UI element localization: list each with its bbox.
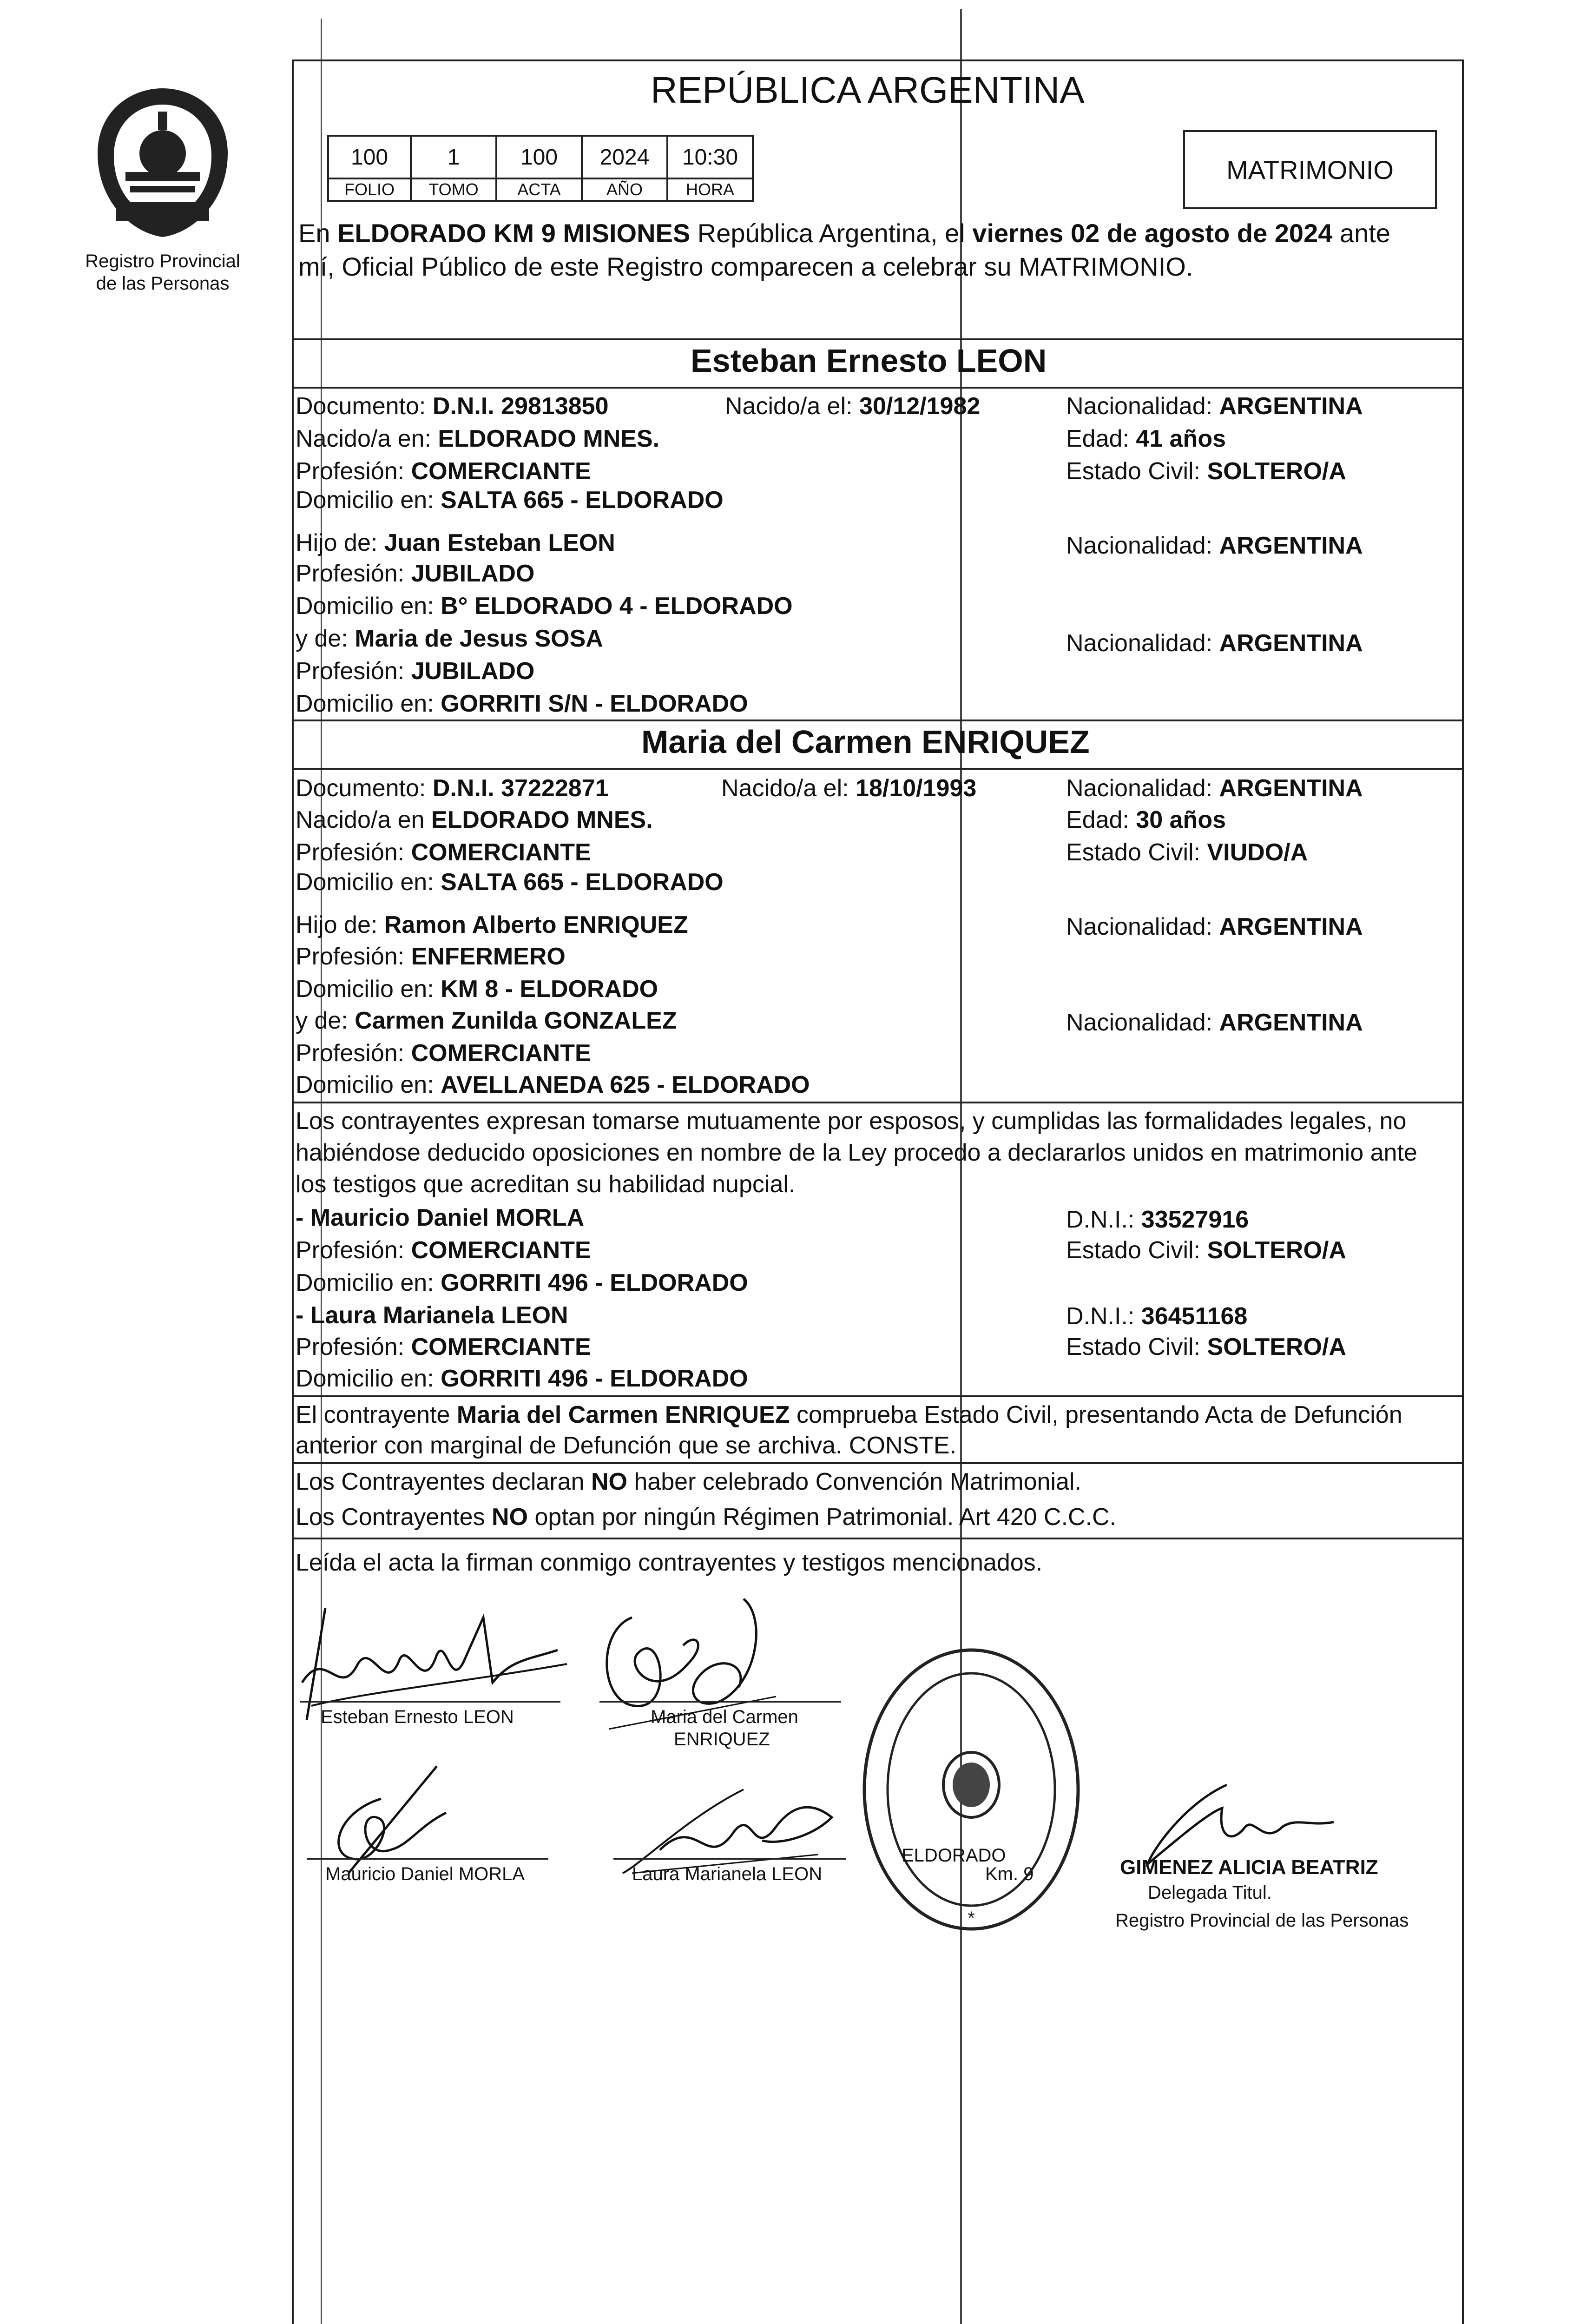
witness2-prof: Profesión: COMERCIANTE [296,1334,591,1360]
signature-line-2 [599,1701,841,1703]
closing-text: Leída el acta la firman conmigo contrayentes y testigos mencionados. [296,1549,1043,1576]
record-hora-value: 10:30 [666,135,754,179]
witness1-addr: Domicilio en: GORRITI 496 - ELDORADO [296,1269,748,1296]
spouse1-mother: y de: Maria de Jesus SOSA [296,625,603,652]
declaration-line1: Los contrayentes expresan tomarse mutuamente por esposos, y cumplidas las formalidades legales, no [296,1108,1407,1135]
witness2-dni: D.N.I.: 36451168 [1066,1303,1248,1330]
spouse1-mother-prof: Profesión: JUBILADO [296,658,535,685]
spouse2-father-prof: Profesión: ENFERMERO [296,943,566,970]
signature-label-1: Esteban Ernesto LEON [321,1707,514,1727]
spouse1-age: Edad: 41 años [1066,425,1226,452]
civil-status-note-line1: El contrayente Maria del Carmen ENRIQUEZ comprueba Estado Civil, presentando Acta de Defunción [296,1401,1402,1428]
spouse2-mother-nat: Nacionalidad: ARGENTINA [1066,1009,1363,1036]
spouse1-mother-nat: Nacionalidad: ARGENTINA [1066,630,1363,657]
spouse2-mother-addr: Domicilio en: AVELLANEDA 625 - ELDORADO [296,1071,810,1098]
signature-label-2a: Maria del Carmen [651,1707,798,1727]
signature-line-4 [613,1858,846,1860]
divider-notes [292,1395,1464,1397]
svg-text:*: * [968,1908,975,1928]
witness1-prof: Profesión: COMERCIANTE [296,1237,591,1264]
record-acta-value: 100 [495,135,583,179]
stamp-km: Km. 9 [985,1864,1034,1884]
witness1-name: - Mauricio Daniel MORLA [296,1204,585,1231]
witness2-name: - Laura Marianela LEON [296,1302,568,1329]
divider-spouse2-bottom [292,768,1464,770]
spouse1-birthplace: Nacido/a en: ELDORADO MNES. [296,425,660,452]
spouse1-nat: Nacionalidad: ARGENTINA [1066,393,1363,420]
signature-label-4: Laura Marianela LEON [632,1864,823,1884]
spouse2-father: Hijo de: Ramon Alberto ENRIQUEZ [296,911,688,938]
signature-line-1 [300,1701,560,1703]
spouse2-father-addr: Domicilio en: KM 8 - ELDORADO [296,976,658,1003]
spouse2-age: Edad: 30 años [1066,806,1226,833]
record-folio-label: FOLIO [327,178,412,202]
divider-spouse1-bottom [292,387,1464,389]
witness1-dni: D.N.I.: 33527916 [1066,1206,1249,1233]
spouse2-doc: Documento: D.N.I. 37222871 [296,775,609,802]
intro-line2: mí, Oficial Público de este Registro comparecen a celebrar su MATRIMONIO. [298,252,1193,281]
record-ano-value: 2024 [581,135,668,179]
spouse1-mother-addr: Domicilio en: GORRITI S/N - ELDORADO [296,690,748,717]
record-tomo-label: TOMO [410,178,497,202]
spouse2-nat: Nacionalidad: ARGENTINA [1066,775,1363,802]
intro-line1: En ELDORADO KM 9 MISIONES República Argentina, el viernes 02 de agosto de 2024 ante [298,218,1390,248]
intro-date: viernes 02 de agosto de 2024 [972,218,1333,248]
spouse1-civil: Estado Civil: SOLTERO/A [1066,458,1346,485]
act-type-box: MATRIMONIO [1183,130,1437,209]
spouse2-mother: y de: Carmen Zunilda GONZALEZ [296,1007,677,1034]
logo-caption-line1: Registro Provincial [85,251,240,271]
regime-note: Los Contrayentes NO optan por ningún Régimen Patrimonial. Art 420 C.C.C. [296,1504,1117,1531]
spouse2-addr: Domicilio en: SALTA 665 - ELDORADO [296,869,724,896]
intro-place: ELDORADO KM 9 MISIONES [337,218,691,248]
declaration-line3: los testigos que acreditan su habilidad nupcial. [296,1171,796,1198]
record-ano-label: AÑO [581,178,668,202]
signature-label-2b: ENRIQUEZ [674,1729,770,1750]
signature-line-3 [307,1858,548,1860]
signature-esteban-scribble [297,1590,576,1724]
record-tomo-value: 1 [410,135,497,179]
spouse2-prof: Profesión: COMERCIANTE [296,839,591,866]
divider-declaration [292,1102,1464,1103]
logo-caption-line2: de las Personas [96,273,230,294]
record-acta-label: ACTA [495,178,583,202]
spouse2-born: Nacido/a el: 18/10/1993 [721,775,977,802]
record-hora-label: HORA [666,178,754,202]
stamp-place: ELDORADO [902,1845,1006,1866]
divider-closing [292,1538,1464,1539]
spouse2-birthplace: Nacido/a en ELDORADO MNES. [296,806,653,833]
spouse1-prof: Profesión: COMERCIANTE [296,458,591,485]
page-title: REPÚBLICA ARGENTINA [651,69,1085,111]
spouse1-doc: Documento: D.N.I. 29813850 [296,393,609,420]
official-stamp [855,1645,1087,1943]
declaration-line2: habiéndose deducido oposiciones en nombre de la Ley procedo a declararlos unidos en matrimonio ante [296,1139,1417,1166]
spouse2-civil: Estado Civil: VIUDO/A [1066,839,1308,866]
official-name: GIMENEZ ALICIA BEATRIZ [1120,1856,1378,1879]
spouse2-name: Maria del Carmen ENRIQUEZ [641,724,1090,760]
spouse1-father-addr: Domicilio en: B° ELDORADO 4 - ELDORADO [296,593,793,620]
civil-status-note-line2: anterior con marginal de Defunción que se archiva. CONSTE. [296,1432,957,1459]
convention-note: Los Contrayentes declaran NO haber celebrado Convención Matrimonial. [296,1468,1081,1495]
witness2-civil: Estado Civil: SOLTERO/A [1066,1334,1346,1360]
divider-spouse1 [292,338,1464,340]
official-role: Delegada Titul. [1148,1882,1272,1903]
spouse1-father-prof: Profesión: JUBILADO [296,560,535,587]
signature-mauricio-scribble [307,1757,474,1878]
divider-convention [292,1462,1464,1464]
signature-label-3: Mauricio Daniel MORLA [325,1864,525,1884]
divider-spouse2 [292,720,1464,721]
record-folio-value: 100 [327,135,412,179]
spouse1-addr: Domicilio en: SALTA 665 - ELDORADO [296,487,724,514]
spouse1-father-nat: Nacionalidad: ARGENTINA [1066,532,1363,559]
spouse2-mother-prof: Profesión: COMERCIANTE [296,1040,591,1067]
province-seal-logo [88,84,237,242]
spouse1-born: Nacido/a el: 30/12/1982 [725,393,981,420]
spouse2-father-nat: Nacionalidad: ARGENTINA [1066,913,1363,940]
witness1-civil: Estado Civil: SOLTERO/A [1066,1237,1346,1264]
official-office: Registro Provincial de las Personas [1115,1910,1409,1931]
spouse1-father: Hijo de: Juan Esteban LEON [296,529,615,556]
witness2-addr: Domicilio en: GORRITI 496 - ELDORADO [296,1365,748,1392]
spouse1-name: Esteban Ernesto LEON [691,343,1047,379]
